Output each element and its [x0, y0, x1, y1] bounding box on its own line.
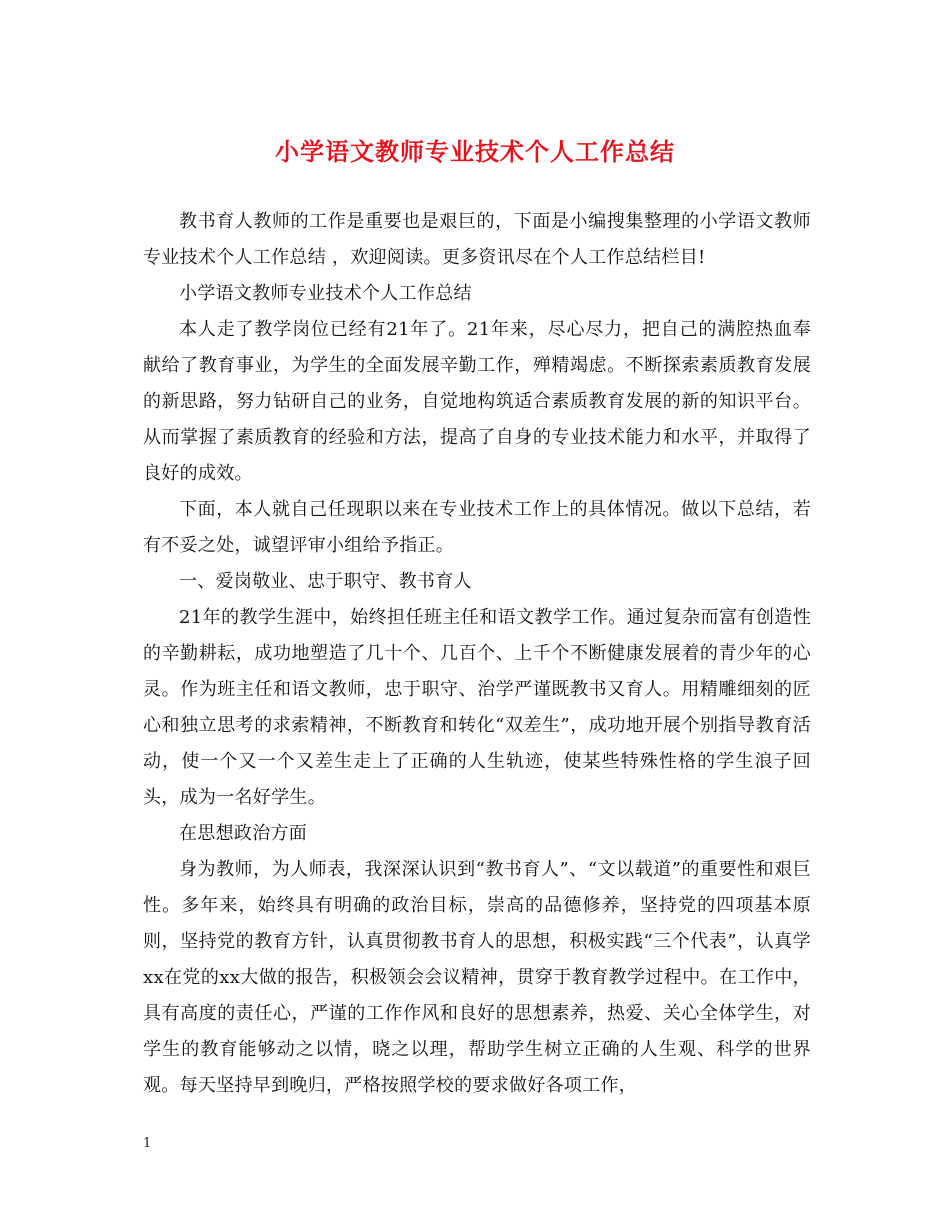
page-number: 1: [143, 1136, 152, 1151]
document-body: [143, 204, 811, 1104]
document-title: 小学语文教师专业技术个人工作总结: [275, 137, 675, 166]
section-heading-politics: 在思想政治方面: [179, 823, 308, 844]
section-heading-1: 一、爱岗敬业、忠于职守、教书育人: [179, 571, 472, 592]
paragraph-politics: 身为教师，为人师表，我深深认识到“教书育人”、“文以载道”的重要性和艰巨性。多年来，始终具有明确的政治目标，崇高的品德修养，坚持党的四项基本原则，坚持党的教育方针，认真贯彻教书育人的思想，积极实践“三个代表”，认真学xx在党的xx大做的报告，积极领会会议精神，贯穿于教育教学过程中。在工作中，具有高度的责任心，严谨的工作作风和良好的思想素养，热爱、关心全体学生，对学生的教育能够动之以情，晓之以理，帮助学生树立正确的人生观、科学的世界观。每天坚持早到晚归，严格按照学校的要求做好各项工作，: [143, 859, 811, 1096]
paragraph-summary-intro: 下面，本人就自己任现职以来在专业技术工作上的具体情况。做以下总结，若有不妥之处，诚望评审小组给予指正。: [143, 499, 811, 556]
paragraph-teaching-career: 21年的教学生涯中，始终担任班主任和语文教学工作。通过复杂而富有创造性的辛勤耕耘，成功地塑造了几十个、几百个、上千个不断健康发展着的青少年的心灵。作为班主任和语文教师，忠于职守、治学严谨既教书又育人。用精雕细刻的匠心和独立思考的求索精神，不断教育和转化“双差生”，成功地开展个别指导教育活动，使一个又一个又差生走上了正确的人生轨迹，使某些特殊性格的学生浪子回头，成为一名好学生。: [143, 607, 811, 808]
paragraph-experience: 本人走了教学岗位已经有21年了。21年来，尽心尽力，把自己的满腔热血奉献给了教育事业，为学生的全面发展辛勤工作，殚精竭虑。不断探索素质教育发展的新思路，努力钻研自己的业务，自觉地构筑适合素质教育发展的新的知识平台。从而掌握了素质教育的经验和方法，提高了自身的专业技术能力和水平，并取得了良好的成效。: [143, 319, 811, 484]
paragraph-subtitle: 小学语文教师专业技术个人工作总结: [179, 283, 472, 304]
paragraph-intro: 教书育人教师的工作是重要也是艰巨的，下面是小编搜集整理的小学语文教师专业技术个人工作总结 ，欢迎阅读。更多资讯尽在个人工作总结栏目!: [143, 211, 811, 268]
